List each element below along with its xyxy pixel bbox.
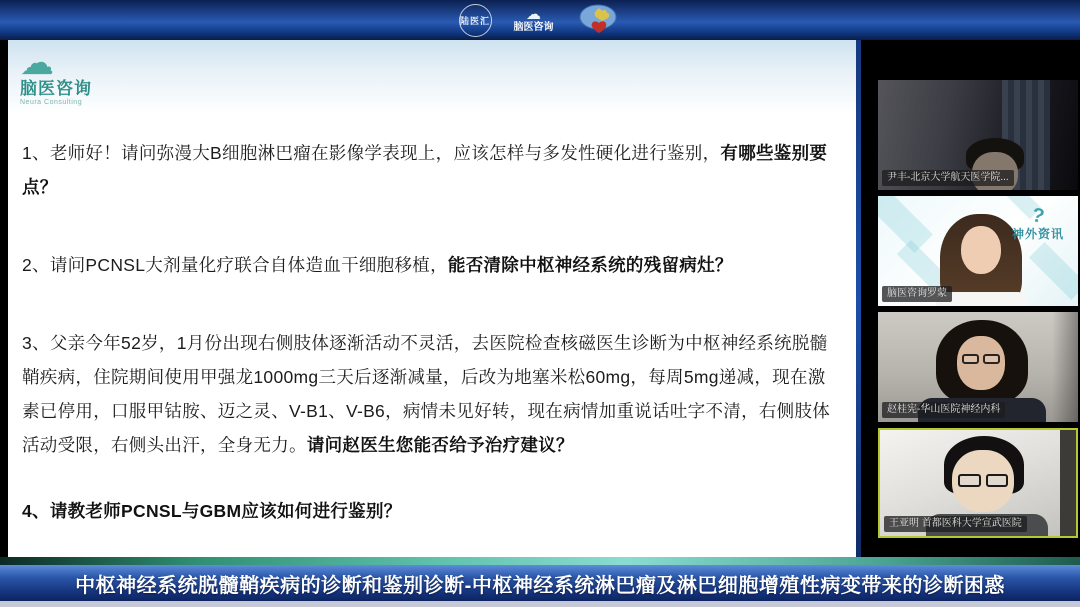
question-1-bold: 有哪些鉴别要点？ — [22, 143, 828, 197]
brain-logo-icon — [576, 3, 622, 37]
naoyizixun-watermark — [20, 44, 92, 106]
glasses-icon — [962, 354, 1000, 364]
top-banner — [0, 0, 1080, 40]
question-3-text: 3、父亲今年52岁，1月份出现右侧肢体逐渐活动不灵活，去医院检查核磁医生诊断为中枢神经系统脱髓鞘疾病，住院期间使用甲强龙1000mg三天后逐渐减量，后改为地塞米松60mg，每周5mg递减，现在激素已停用，口服甲钴胺、迈之灵、V-B1、V-B6，病情未见好转，现在病情加重说话吐字不清，右侧肢体活动受限，右侧头出汗，全身无力。 — [22, 333, 831, 455]
participant-name-label: 王亚明 首都医科大学宣武医院 — [884, 516, 1027, 532]
slide-top-gradient — [8, 40, 856, 114]
slide-right-edge — [856, 40, 861, 557]
question-1 — [22, 136, 842, 204]
cloud-icon: ☁ — [20, 44, 54, 82]
wall-shadow — [1052, 312, 1078, 422]
participant-name-label: 赵桂宪-华山医院神经内科 — [882, 402, 1005, 418]
session-title-banner — [0, 565, 1080, 601]
question-2 — [22, 248, 842, 282]
shenwai-zixun-logo — [1011, 203, 1064, 241]
participant-video-1[interactable] — [878, 80, 1078, 190]
luyihui-logo-icon — [459, 4, 492, 37]
participant-name-label: 尹丰-北京大学航天医学院... — [882, 170, 1014, 186]
qa-slide — [8, 40, 856, 557]
wall-edge — [1060, 430, 1076, 536]
glasses-icon — [958, 474, 1008, 487]
participant-video-3[interactable] — [878, 312, 1078, 422]
participant-face — [961, 226, 1001, 274]
participant-video-2[interactable] — [878, 196, 1078, 306]
participant-video-4-active-speaker[interactable] — [878, 428, 1078, 538]
session-title-text: 中枢神经系统脱髓鞘疾病的诊断和鉴别诊断-中枢神经系统淋巴瘤及淋巴细胞增殖性病变带来的诊断困惑 — [75, 574, 1005, 597]
question-3-bold: 请问赵医生您能否给予治疗建议？ — [306, 435, 574, 455]
question-3 — [22, 326, 842, 462]
question-2-bold: 能否清除中枢神经系统的残留病灶？ — [447, 255, 733, 275]
question-2-text: 2、请问PCNSL大剂量化疗联合自体造血干细胞移植， — [22, 255, 448, 275]
question-mark-brain-icon: ? — [1029, 203, 1047, 229]
question-list — [22, 136, 842, 528]
watermark-subtitle: Neura Consulting — [20, 98, 83, 106]
teal-divider — [0, 557, 1080, 565]
question-1-text: 1、老师好！请问弥漫大B细胞淋巴瘤在影像学表现上，应该怎样与多发性硬化进行鉴别， — [22, 143, 721, 163]
question-4-bold: 4、请教老师PCNSL与GBM应该如何进行鉴别？ — [22, 501, 402, 521]
top-logo-row — [459, 3, 622, 37]
bottom-edge-strip — [0, 601, 1080, 607]
cloud-icon: ☁ — [526, 6, 541, 23]
participant-name-label: 脑医咨询罗蒙 — [882, 286, 952, 302]
shenwai-zixun-logo-label: 神外资讯 — [1011, 227, 1064, 241]
background-shard — [1029, 242, 1078, 300]
watermark-title: 脑医咨询 — [20, 78, 92, 98]
naoyizixun-logo-icon — [514, 7, 554, 33]
question-4 — [22, 494, 842, 528]
luyihui-logo-label: 陆医汇 — [459, 15, 490, 26]
naoyizixun-logo-label: 脑医咨询 — [513, 22, 554, 33]
